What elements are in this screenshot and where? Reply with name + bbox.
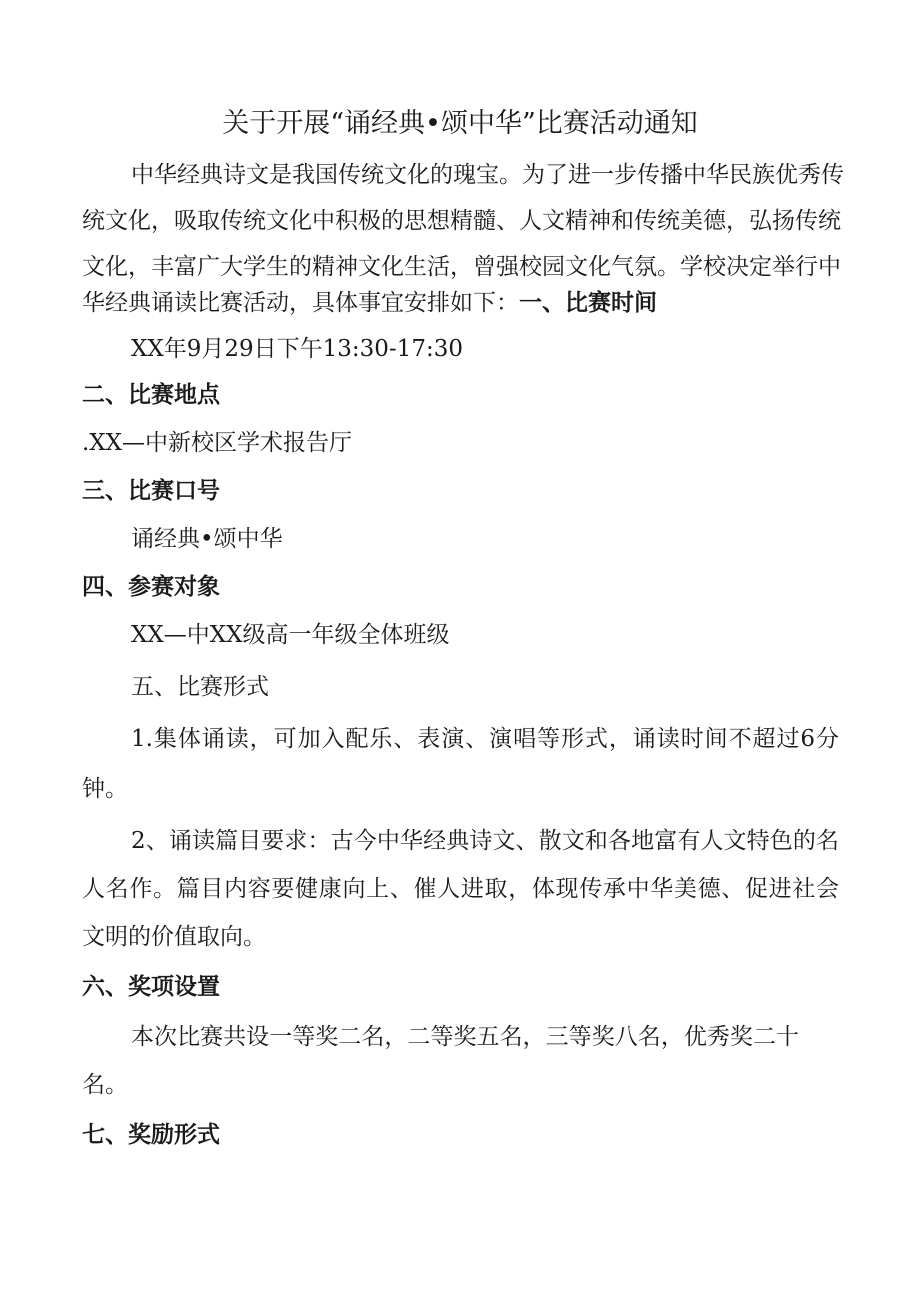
location-value: .XX—中新校区学术报告厅: [82, 430, 353, 456]
section-heading-participants: 四、参赛对象: [82, 574, 220, 600]
section-heading-location: 二、比赛地点: [82, 382, 220, 408]
format-item-2-line-1: 2、诵读篇目要求：古今中华经典诗文、散文和各地富有人文特色的名: [131, 828, 839, 854]
section-heading-reward-form: 七、奖励形式: [82, 1122, 220, 1148]
format-item-2-line-3: 文明的价值取向。: [82, 924, 266, 950]
intro-line-1: 中华经典诗文是我国传统文化的瑰宝。为了进一步传播中华民族优秀传: [131, 162, 844, 188]
section-heading-awards: 六、奖项设置: [82, 974, 220, 1000]
awards-line-1: 本次比赛共设一等奖二名，二等奖五名，三等奖八名，优秀奖二十: [131, 1024, 799, 1050]
section-heading-slogan: 三、比赛口号: [82, 478, 220, 504]
intro-line-4-text: 华经典诵读比赛活动，具体事宜安排如下：: [82, 290, 519, 316]
format-item-1-line-2: 钟。: [82, 776, 128, 802]
format-item-1-line-1: 1.集体诵读，可加入配乐、表演、演唱等形式，诵读时间不超过6分: [131, 726, 839, 752]
page-title: 关于开展“诵经典•颂中华”比赛活动通知: [222, 108, 698, 139]
format-item-2-line-2: 人名作。篇目内容要健康向上、催人进取，体现传承中华美德、促进社会: [82, 876, 839, 902]
time-value: XX年9月29日下午13:30-17:30: [131, 336, 463, 362]
intro-line-4: [82, 286, 657, 320]
awards-line-2: 名。: [82, 1072, 128, 1098]
section-heading-time: 一、比赛时间: [519, 290, 657, 316]
intro-line-3: 文化，丰富广大学生的精神文化生活，曾强校园文化气氛。学校决定举行中: [82, 254, 841, 280]
section-heading-format: 五、比赛形式: [131, 674, 269, 700]
intro-line-2: 统文化，吸取传统文化中积极的思想精髓、人文精神和传统美德，弘扬传统: [82, 208, 841, 234]
participants-value: XX—中XX级高一年级全体班级: [131, 622, 450, 648]
slogan-value: 诵经典•颂中华: [131, 526, 283, 552]
